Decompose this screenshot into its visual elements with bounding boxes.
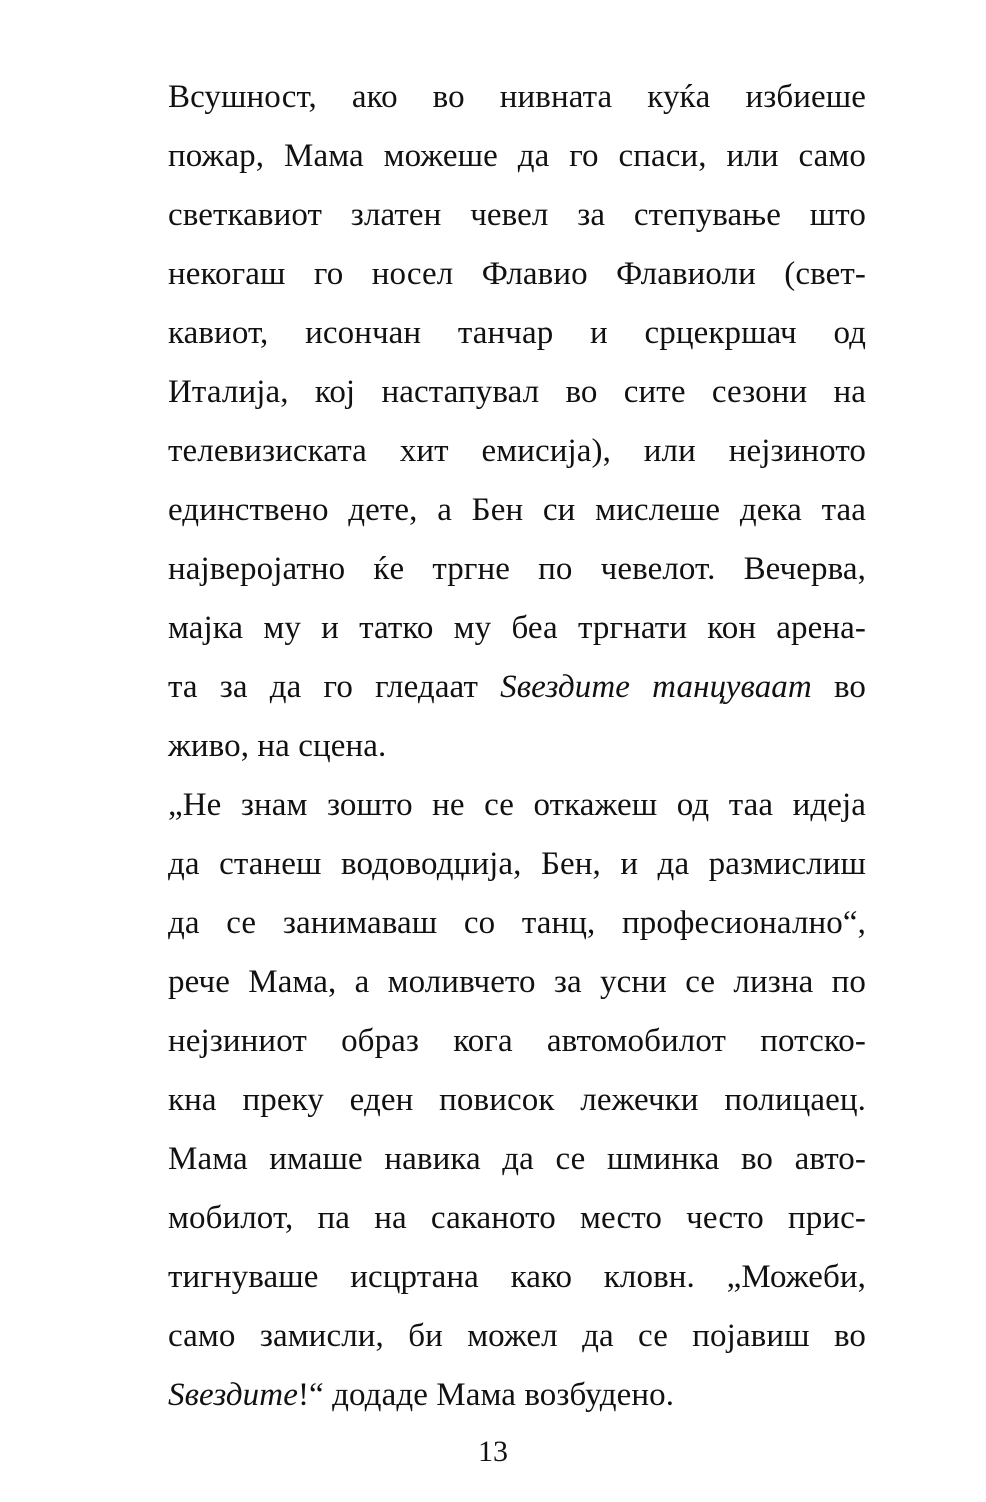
text-line (132, 304, 866, 363)
text-run: тигнуваше исцртана како кловн. „Можеби, (168, 1259, 866, 1295)
text-line (132, 363, 866, 422)
text-line (132, 599, 866, 658)
text-run: та за да го гледаат (168, 669, 501, 705)
text-line (132, 1366, 866, 1425)
text-run: кна преку еден повисок лежечки полицаец. (168, 1082, 866, 1118)
text-run: светкавиот златен чевел за степување што (168, 197, 866, 233)
text-line (132, 245, 866, 304)
text-run: рече Мама, а моливчето за усни се лизна по (168, 964, 866, 1000)
text-run: мајка му и татко му беа тргнати кон арена- (168, 610, 866, 646)
text-run: !“ додаде Мама возбудено. (297, 1377, 675, 1413)
text-line (132, 953, 866, 1012)
text-run: Всушност, ако во нивната куќа избиеше (168, 79, 866, 115)
text-line (132, 776, 866, 835)
italic-title: Ѕвездите (168, 1377, 298, 1413)
text-run: да се занимаваш со танц, професионално“, (168, 905, 866, 941)
paragraph (132, 68, 866, 776)
text-line (132, 894, 866, 953)
text-line (132, 1307, 866, 1366)
italic-title: Ѕвездите танцуваат (500, 669, 812, 705)
text-run: некогаш го носел Флавио Флавиоли (свет- (168, 256, 866, 292)
text-line (132, 1130, 866, 1189)
text-line (132, 481, 866, 540)
text-line (132, 1189, 866, 1248)
text-line (132, 1248, 866, 1307)
text-line (132, 1071, 866, 1130)
page-number: 13 (478, 1435, 508, 1468)
text-run: најверојатно ќе тргне по чевелот. Вечерва, (168, 551, 866, 587)
text-run: да станеш водоводџија, Бен, и да размислиш (168, 846, 866, 882)
text-run: Мама имаше навика да се шминка во авто- (168, 1141, 866, 1177)
page-text-block (132, 68, 866, 1425)
text-run: Италија, кој настапувал во сите сезони на (168, 374, 866, 410)
text-run: кавиот, исончан танчар и срцекршач од (168, 315, 866, 351)
text-line (132, 1012, 866, 1071)
text-run: живо, на сцена. (168, 728, 387, 764)
text-run: мобилот, па на саканото место често прис- (168, 1200, 866, 1236)
text-line (132, 540, 866, 599)
text-line (132, 186, 866, 245)
text-line (132, 835, 866, 894)
text-run: телевизиската хит емисија), или нејзиното (168, 433, 866, 469)
paragraph (132, 776, 866, 1425)
text-line (132, 658, 866, 717)
text-line (132, 717, 866, 776)
text-run: нејзиниот образ кога автомобилот потско- (168, 1023, 866, 1059)
text-line (132, 422, 866, 481)
text-run: во (811, 669, 867, 705)
text-line (132, 68, 866, 127)
text-line (132, 127, 866, 186)
text-run: „Не знам зошто не се откажеш од таа идеја (168, 787, 866, 823)
text-run: само замисли, би можел да се појавиш во (168, 1318, 866, 1354)
text-run: единствено дете, а Бен си мислеше дека таа (168, 492, 866, 528)
text-run: пожар, Мама можеше да го спаси, или само (168, 138, 866, 174)
